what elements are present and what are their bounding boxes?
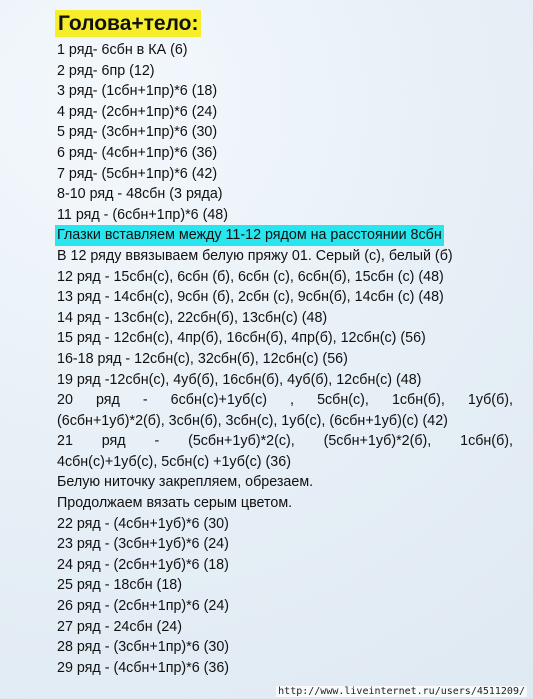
pattern-line: 25 ряд - 18сбн (18) — [57, 577, 182, 594]
source-watermark: http://www.liveinternet.ru/users/4511209/ — [278, 686, 525, 697]
pattern-line: Белую ниточку закрепляем, обрезаем. — [57, 474, 314, 491]
pattern-line: 11 ряд - (6сбн+1пр)*6 (48) — [57, 206, 229, 223]
pattern-lines — [57, 40, 513, 678]
pattern-line: 29 ряд - (4сбн+1пр)*6 (36) — [57, 659, 230, 676]
pattern-document — [57, 10, 513, 678]
pattern-line: (6сбн+1уб)*2(б), 3сбн(б), 3сбн(с), 1уб(с), (6сбн+1уб)(с) (42) — [57, 412, 448, 429]
pattern-line: 13 ряд - 14сбн(с), 9сбн (б), 2сбн (с), 9сбн(б), 14сбн (с) (48) — [57, 289, 444, 306]
pattern-line: 4сбн(с)+1уб(с), 5сбн(с) +1уб(с) (36) — [57, 453, 291, 470]
pattern-line: 6 ряд- (4сбн+1пр)*6 (36) — [57, 144, 218, 161]
pattern-line: 20 ряд - 6сбн(с)+1уб(с) , 5сбн(с), 1сбн(б), 1уб(б), — [57, 392, 513, 409]
pattern-line: 3 ряд- (1сбн+1пр)*6 (18) — [57, 83, 218, 100]
pattern-line: 5 ряд- (3сбн+1пр)*6 (30) — [57, 124, 218, 141]
pattern-line: 8-10 ряд - 48сбн (3 ряда) — [57, 186, 223, 203]
pattern-line: 15 ряд - 12сбн(с), 4пр(б), 16сбн(б), 4пр(б), 12сбн(с) (56) — [57, 330, 426, 347]
pattern-line: 27 ряд - 24сбн (24) — [57, 618, 182, 635]
pattern-line: 21 ряд - (5сбн+1уб)*2(с), (5сбн+1уб)*2(б), 1сбн(б), — [57, 433, 513, 450]
pattern-line: 28 ряд - (3сбн+1пр)*6 (30) — [57, 639, 230, 656]
pattern-line: 7 ряд- (5сбн+1пр)*6 (42) — [57, 165, 218, 182]
pattern-line: 23 ряд - (3сбн+1уб)*6 (24) — [57, 536, 229, 553]
pattern-line: 22 ряд - (4сбн+1уб)*6 (30) — [57, 515, 229, 532]
pattern-line: 24 ряд - (2сбн+1уб)*6 (18) — [57, 556, 229, 573]
highlighted-note: Глазки вставляем между 11-12 рядом на расстоянии 8сбн — [55, 225, 444, 246]
pattern-line: 1 ряд- 6сбн в КА (6) — [57, 42, 188, 58]
pattern-line: 16-18 ряд - 12сбн(с), 32сбн(б), 12сбн(с) (56) — [57, 350, 348, 367]
pattern-line: 19 ряд -12сбн(с), 4уб(б), 16сбн(б), 4уб(б), 12сбн(с) (48) — [57, 371, 422, 388]
pattern-line: В 12 ряду ввязываем белую пряжу 01. Серый (с), белый (б) — [57, 247, 453, 264]
pattern-line: 14 ряд - 13сбн(с), 22сбн(б), 13сбн(с) (48) — [57, 309, 328, 326]
pattern-line: 26 ряд - (2сбн+1пр)*6 (24) — [57, 598, 230, 615]
pattern-line: 4 ряд- (2сбн+1пр)*6 (24) — [57, 103, 218, 120]
pattern-line: Продолжаем вязать серым цветом. — [57, 495, 293, 512]
pattern-line: 12 ряд - 15сбн(с), 6сбн (б), 6сбн (с), 6сбн(б), 15сбн (с) (48) — [57, 268, 444, 285]
document-title: Голова+тело: — [55, 10, 201, 37]
pattern-line: 2 ряд- 6пр (12) — [57, 62, 155, 79]
